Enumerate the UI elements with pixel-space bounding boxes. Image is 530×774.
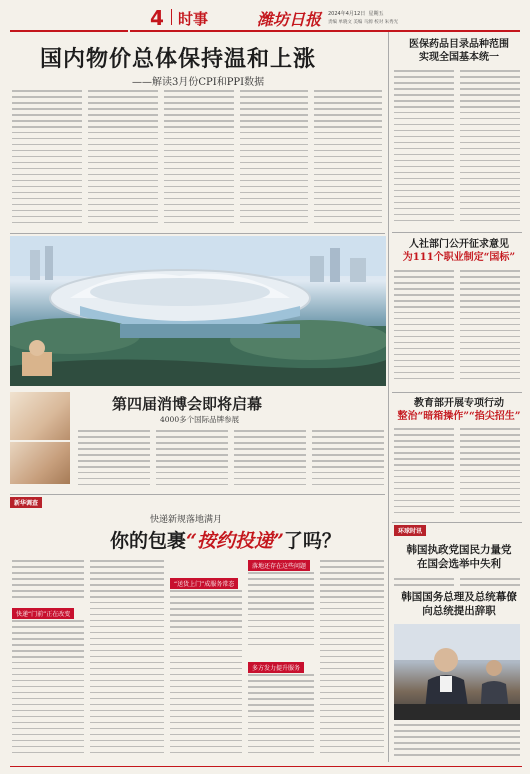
lower-story-headline: 你的包裹“按约投递”了吗？ [110, 530, 341, 552]
photo-feature-body-col3 [234, 430, 306, 490]
lower-story-body-col5 [320, 560, 384, 760]
inner-head-2: “送货上门”成服务常态 [170, 578, 238, 589]
korea-news-photo [394, 624, 520, 720]
lower-story-body-col4b [248, 674, 314, 760]
right-story-1-body-b [460, 70, 520, 228]
korea-story-1-headline: 韩国执政党国民力量党 在国会选举中失利 [406, 544, 512, 570]
right-story-1-headline: 医保药品目录品种范围 实现全国基本统一 [409, 39, 509, 63]
photo-feature-body-col4 [312, 430, 384, 490]
issue-date: 2024年4月12日 星期五 [328, 11, 384, 17]
lower-story-body-col3 [170, 590, 242, 760]
right-story-3-body-a [394, 428, 454, 522]
top-story-body-col1 [12, 90, 82, 230]
right-story-3-headline: 教育部开展专项行动 整治“暗箱操作”“掐尖招生” [397, 398, 521, 422]
photo-feature-body-col2 [156, 430, 228, 490]
lower-story-body-col2 [90, 560, 164, 760]
editors-line: 责编 单晓文 美编 马源 校对 朱秀光 [328, 20, 399, 25]
inner-head-1: 快递“门前”正在改变 [12, 608, 74, 619]
inset-photo-2 [10, 442, 70, 484]
right-story-2-body-a [394, 270, 454, 388]
right-story-1-body-a [394, 70, 454, 228]
right-story-2-body-b [460, 270, 520, 388]
inset-photo-1 [10, 392, 70, 440]
page-number: 4 [150, 6, 164, 30]
top-story-subheadline: ——解读3月份CPI和PPI数据 [132, 77, 265, 88]
korea-story-2-headline: 韩国国务总理及总统幕僚 向总统提出辞职 [394, 586, 524, 622]
photo-illustration-korea [394, 624, 520, 720]
lower-story-kicker: 快递新规落地满月 [150, 515, 223, 525]
inner-head-3: 落地还存在这些问题 [248, 560, 310, 571]
photo-illustration [10, 236, 386, 386]
section-title: 时事 [178, 10, 209, 28]
top-story-body-col5 [314, 90, 382, 230]
top-story-headline: 国内物价总体保持温和上涨 [40, 46, 317, 72]
section-label-world: 环球时讯 [394, 525, 426, 536]
section-label-investigation: 新华调查 [10, 497, 42, 508]
photo-feature-subheadline: 4000多个国际品牌参展 [160, 415, 240, 424]
lower-story-body-col1b [12, 620, 84, 760]
right-story-3-body-b [460, 428, 520, 522]
right-story-2-headline: 人社部门公开征求意见 为111个职业制定“国标” [402, 239, 516, 263]
photo-feature-body-col1 [78, 430, 150, 490]
top-story-body-col4 [240, 90, 308, 230]
top-story-body-col3 [164, 90, 234, 230]
lower-story-body-col1 [12, 560, 84, 606]
lower-story-body-col4 [248, 572, 314, 652]
top-story-body-col2 [88, 90, 158, 230]
paper-logo: 潍坊日报 [257, 10, 322, 29]
inner-head-4: 多方发力提升服务 [248, 662, 304, 673]
convention-center-photo [10, 236, 386, 386]
photo-feature-headline: 第四届消博会即将启幕 [112, 395, 263, 413]
korea-story-2-body [394, 724, 520, 764]
